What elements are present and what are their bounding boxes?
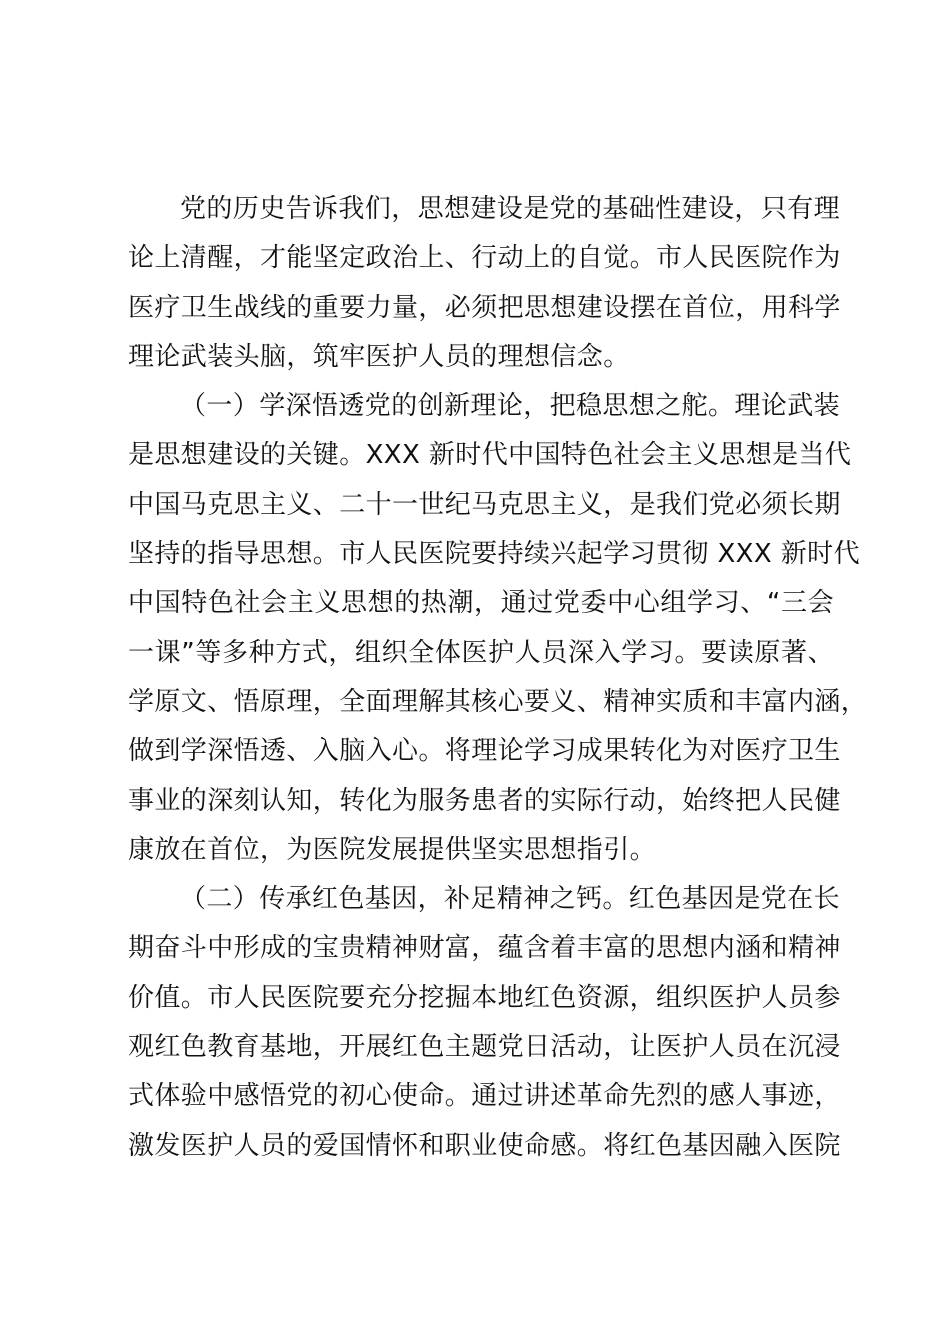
paragraph-line: 康放在首位，为医院发展提供坚实思想指引。 [128,834,657,865]
paragraph-line: （二）传承红色基因，补足精神之钙。红色基因是党在长 [180,884,841,915]
paragraph-line: 一课”等多种方式，组织全体医护人员深入学习。要读原著、 [128,637,834,668]
paragraph-line: 论上清醒，才能坚定政治上、行动上的自觉。市人民医院作为 [128,243,841,274]
paragraph-line: 做到学深悟透、入脑入心。将理论学习成果转化为对医疗卫生 [128,736,841,767]
paragraph-line: 中国特色社会主义思想的热潮，通过党委中心组学习、“三会 [128,588,834,619]
paragraph-line: 坚持的指导思想。市人民医院要持续兴起学习贯彻 XXX 新时代 [128,539,860,570]
paragraph-line: 期奋斗中形成的宝贵精神财富，蕴含着丰富的思想内涵和精神 [128,933,841,964]
paragraph-line: 是思想建设的关键。XXX 新时代中国特色社会主义思想是当代 [128,440,852,471]
paragraph-line: 理论武装头脑，筑牢医护人员的理想信念。 [128,341,630,372]
paragraph-line: 医疗卫生战线的重要力量，必须把思想建设摆在首位，用科学 [128,292,841,323]
paragraph-line: （一）学深悟透党的创新理论，把稳思想之舵。理论武装 [180,391,841,422]
paragraph-line: 党的历史告诉我们，思想建设是党的基础性建设，只有理 [180,194,841,224]
paragraph-line: 学原文、悟原理，全面理解其核心要义、精神实质和丰富内涵， [128,686,868,717]
paragraph-line: 观红色教育基地，开展红色主题党日活动，让医护人员在沉浸 [128,1032,841,1063]
paragraph-line: 式体验中感悟党的初心使命。通过讲述革命先烈的感人事迹， [128,1081,841,1112]
paragraph-line: 中国马克思主义、二十一世纪马克思主义，是我们党必须长期 [128,489,841,520]
paragraph-line: 激发医护人员的爱国情怀和职业使命感。将红色基因融入医院 [128,1130,841,1161]
document-body [128,185,868,1171]
paragraph-line: 价值。市人民医院要充分挖掘本地红色资源，组织医护人员参 [128,982,841,1013]
paragraph-line: 事业的深刻认知，转化为服务患者的实际行动，始终把人民健 [128,785,841,816]
